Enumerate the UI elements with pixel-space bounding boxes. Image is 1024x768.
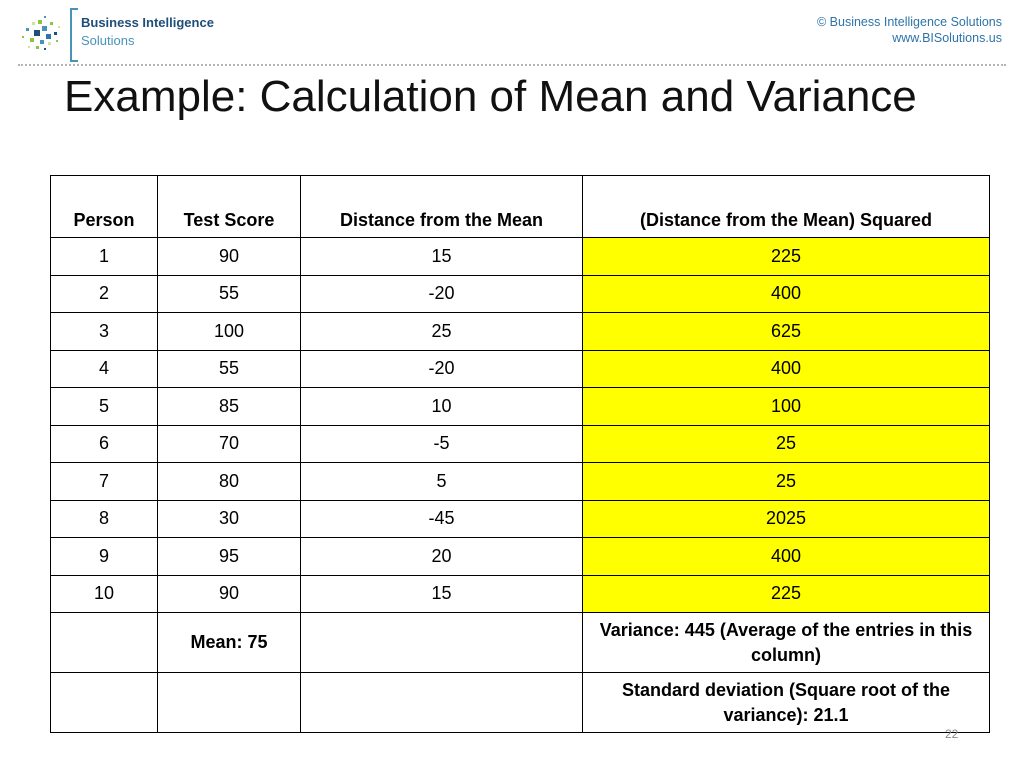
person-cell: 2 [51,275,158,313]
stddev-cell: Standard deviation (Square root of the variance): 21.1 [583,673,990,733]
mean-variance-table [50,175,990,733]
summary-row-mean [51,613,990,673]
empty-cell [158,673,301,733]
header-distance: Distance from the Mean [301,176,583,238]
distance-cell: 10 [301,388,583,426]
person-cell: 4 [51,350,158,388]
score-cell: 80 [158,463,301,501]
logo-bracket [70,8,78,62]
squared-cell: 25 [583,463,990,501]
distance-cell: 20 [301,538,583,576]
table-row [51,575,990,613]
squared-cell: 25 [583,425,990,463]
score-cell: 70 [158,425,301,463]
person-cell: 1 [51,238,158,276]
person-cell: 7 [51,463,158,501]
score-cell: 95 [158,538,301,576]
distance-cell: 5 [301,463,583,501]
website-link[interactable]: www.BISolutions.us [892,31,1002,45]
person-cell: 3 [51,313,158,351]
score-cell: 85 [158,388,301,426]
squared-cell: 625 [583,313,990,351]
slide-title: Example: Calculation of Mean and Variance [64,72,917,121]
score-cell: 55 [158,350,301,388]
header-credits [817,14,1002,46]
logo-title: Business Intelligence [81,15,214,30]
distance-cell: 15 [301,575,583,613]
table-row [51,425,990,463]
empty-cell [301,613,583,673]
score-cell: 55 [158,275,301,313]
header-test-score: Test Score [158,176,301,238]
squared-cell: 400 [583,350,990,388]
copyright-text: © Business Intelligence Solutions [816,15,1002,29]
table-header-row [51,176,990,238]
table-row [51,350,990,388]
squared-cell: 2025 [583,500,990,538]
squared-cell: 100 [583,388,990,426]
squared-cell: 400 [583,538,990,576]
table-row [51,275,990,313]
distance-cell: 25 [301,313,583,351]
score-cell: 100 [158,313,301,351]
squared-cell: 225 [583,575,990,613]
person-cell: 8 [51,500,158,538]
company-logo [18,8,238,60]
summary-row-stddev [51,673,990,733]
squared-cell: 225 [583,238,990,276]
person-cell: 9 [51,538,158,576]
table-row [51,388,990,426]
header-person: Person [51,176,158,238]
distance-cell: -20 [301,350,583,388]
empty-cell [51,673,158,733]
squared-cell: 400 [583,275,990,313]
page-number: 22 [945,727,959,741]
person-cell: 10 [51,575,158,613]
header-divider [18,64,1006,66]
variance-cell: Variance: 445 (Average of the entries in this column) [583,613,990,673]
distance-cell: -45 [301,500,583,538]
logo-mark-icon [18,10,68,58]
table-row [51,313,990,351]
distance-cell: -5 [301,425,583,463]
header-distance-squared: (Distance from the Mean) Squared [583,176,990,238]
person-cell: 5 [51,388,158,426]
empty-cell [301,673,583,733]
person-cell: 6 [51,425,158,463]
score-cell: 30 [158,500,301,538]
distance-cell: 15 [301,238,583,276]
empty-cell [51,613,158,673]
score-cell: 90 [158,575,301,613]
logo-subtitle: Solutions [81,33,135,48]
table-row [51,238,990,276]
table-row [51,538,990,576]
mean-cell: Mean: 75 [158,613,301,673]
table-row [51,500,990,538]
score-cell: 90 [158,238,301,276]
table-row [51,463,990,501]
distance-cell: -20 [301,275,583,313]
